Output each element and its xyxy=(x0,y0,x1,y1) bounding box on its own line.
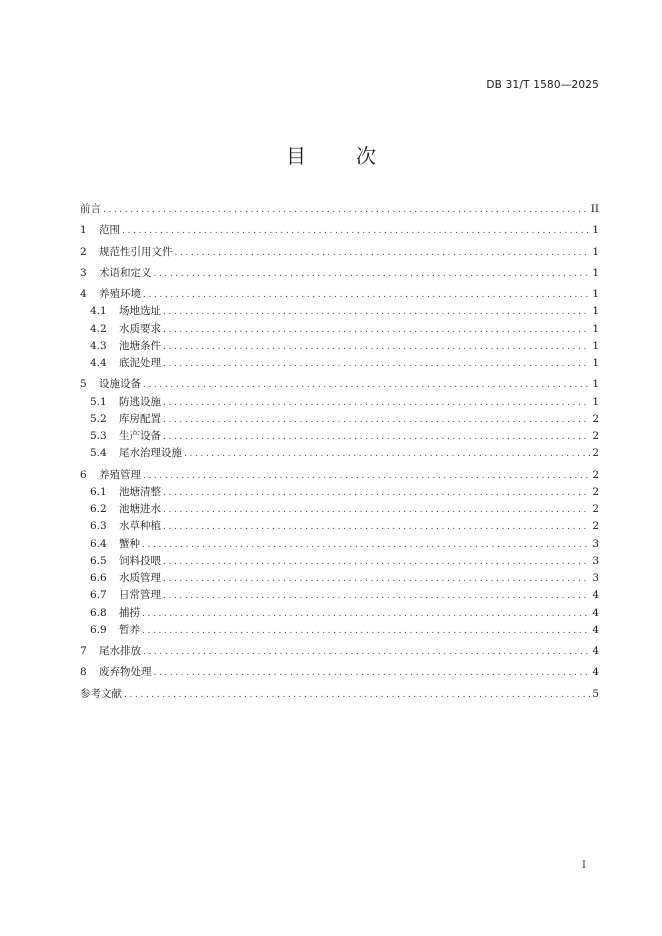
toc-entry-label xyxy=(80,570,161,587)
toc-entry-label xyxy=(80,303,161,320)
toc-entry-number: 5.4 xyxy=(90,447,107,460)
toc-entry-number: 6.8 xyxy=(90,606,107,619)
toc-entry[interactable] xyxy=(80,244,599,261)
toc-leader-dots xyxy=(163,502,590,519)
page-title xyxy=(0,140,662,169)
toc-entry[interactable] xyxy=(80,587,599,604)
toc-entry-page: 4 xyxy=(592,645,599,657)
toc-entry-label xyxy=(80,445,182,462)
toc-entry[interactable] xyxy=(80,286,599,303)
toc-entry-label xyxy=(80,553,161,570)
toc-entry-page: 3 xyxy=(592,537,599,550)
toc-entry-title: 池塘清整 xyxy=(119,485,161,498)
toc-leader-dots xyxy=(142,537,590,554)
toc-entry-page: 2 xyxy=(592,412,599,425)
toc-entry-page: 2 xyxy=(592,485,599,498)
toc-leader-dots xyxy=(184,446,590,463)
toc-entry-label xyxy=(80,605,140,622)
toc-entry-label xyxy=(80,244,173,261)
toc-entry[interactable] xyxy=(80,428,599,445)
toc-entry-title: 养殖环境 xyxy=(99,288,141,300)
toc-entry-label xyxy=(80,536,140,553)
toc-entry-number: 6.5 xyxy=(90,554,107,567)
toc-entry-number: 5 xyxy=(80,378,87,391)
toc-entry-number: 6.6 xyxy=(90,572,107,584)
toc-entry-page: 4 xyxy=(592,623,599,636)
toc-entry[interactable] xyxy=(80,445,599,462)
toc-leader-dots xyxy=(154,665,591,682)
toc-entry-number: 1 xyxy=(80,224,87,237)
toc-leader-dots xyxy=(163,322,590,339)
toc-entry-page: 1 xyxy=(592,395,599,408)
toc-entry-title: 饲料投喂 xyxy=(119,554,161,567)
toc-entry-number: 4.3 xyxy=(90,339,107,352)
toc-leader-dots xyxy=(143,468,590,485)
toc-leader-dots xyxy=(163,554,590,571)
toc-entry-number: 5.3 xyxy=(90,430,107,442)
toc-entry-title: 底泥处理 xyxy=(119,357,161,369)
toc-entry[interactable] xyxy=(80,518,599,535)
toc-entry-title: 废弃物处理 xyxy=(99,666,152,679)
toc-entry-label xyxy=(80,501,161,518)
toc-leader-dots xyxy=(175,245,591,262)
toc-entry-page: 4 xyxy=(592,589,599,602)
toc-entry-page: 2 xyxy=(592,468,599,481)
toc-entry[interactable] xyxy=(80,321,599,338)
toc-entry-number: 4 xyxy=(80,288,87,300)
toc-entry-number: 5.2 xyxy=(90,412,107,425)
toc-entry-label xyxy=(80,265,152,282)
toc-entry[interactable] xyxy=(80,355,599,372)
toc-entry-number: 6.9 xyxy=(90,623,107,636)
toc-entry-number: 3 xyxy=(80,266,87,279)
title-part-2: 次 xyxy=(356,144,376,168)
toc-leader-dots xyxy=(103,202,589,219)
toc-entry-title: 生产设备 xyxy=(119,430,161,442)
page-number: I xyxy=(582,860,586,871)
toc-entry-page: 1 xyxy=(592,357,599,369)
toc-entry-title: 设施设备 xyxy=(99,378,141,391)
document-code: DB 31/T 1580—2025 xyxy=(486,79,599,91)
toc-entry-label xyxy=(80,587,161,604)
toc-leader-dots xyxy=(143,377,590,394)
toc-entry-label xyxy=(80,428,161,445)
toc-entry[interactable] xyxy=(80,664,599,681)
toc-entry-title: 防逃设施 xyxy=(119,395,161,408)
toc-entry-title: 捕捞 xyxy=(119,606,140,619)
toc-entry[interactable] xyxy=(80,553,599,570)
toc-entry[interactable] xyxy=(80,501,599,518)
toc-entry-title: 库房配置 xyxy=(119,412,161,425)
toc-entry-title: 尾水治理设施 xyxy=(119,447,182,460)
toc-leader-dots xyxy=(163,395,590,412)
toc-entry-page: 3 xyxy=(592,572,599,584)
toc-entry-label xyxy=(80,222,120,239)
toc-entry-title: 术语和定义 xyxy=(99,266,152,279)
toc-entry[interactable] xyxy=(80,570,599,587)
toc-entry-number: 6.3 xyxy=(90,520,107,533)
toc-entry-title: 范围 xyxy=(99,224,120,237)
toc-leader-dots xyxy=(163,571,590,588)
toc-entry-title: 日常管理 xyxy=(119,589,161,602)
toc-entry[interactable] xyxy=(80,338,599,355)
toc-entry-label xyxy=(80,338,161,355)
toc-entry-page: 1 xyxy=(592,224,599,237)
toc-entry-label xyxy=(80,686,122,703)
toc-entry-label xyxy=(80,321,161,338)
toc-entry-page: II xyxy=(590,203,599,215)
toc-entry-label xyxy=(80,201,101,218)
toc-leader-dots xyxy=(163,339,590,356)
toc-entry-page: 1 xyxy=(592,245,599,258)
toc-entry[interactable] xyxy=(80,222,599,239)
toc-entry[interactable] xyxy=(80,265,599,282)
toc-leader-dots xyxy=(143,287,590,304)
toc-entry-number: 6.4 xyxy=(90,537,107,550)
toc-leader-dots xyxy=(163,412,590,429)
toc-entry[interactable] xyxy=(80,303,599,320)
toc-entry-label xyxy=(80,664,152,681)
toc-entry-page: 1 xyxy=(592,378,599,391)
toc-entry-title: 规范性引用文件 xyxy=(99,245,173,258)
toc-entry-title: 暂养 xyxy=(119,623,140,636)
toc-entry-title: 水质要求 xyxy=(119,322,161,335)
toc-entry-title: 池塘条件 xyxy=(119,339,161,352)
toc-entry-page: 1 xyxy=(592,305,599,318)
toc-entry[interactable] xyxy=(80,394,599,411)
toc-leader-dots xyxy=(154,266,591,283)
toc-entry-label xyxy=(80,622,140,639)
toc-entry-page: 4 xyxy=(592,666,599,679)
toc-leader-dots xyxy=(163,304,590,321)
toc-entry-title: 养殖管理 xyxy=(99,468,141,481)
toc-entry-title: 场地选址 xyxy=(119,305,161,318)
toc-entry[interactable] xyxy=(80,643,599,660)
toc-entry-label xyxy=(80,518,161,535)
toc-entry[interactable] xyxy=(80,411,599,428)
toc-entry-title: 水质管理 xyxy=(119,572,161,584)
toc-entry-page: 1 xyxy=(592,266,599,279)
toc-leader-dots xyxy=(163,485,590,502)
toc-entry[interactable] xyxy=(80,376,599,393)
toc-entry-label xyxy=(80,394,161,411)
toc-entry-number: 6.7 xyxy=(90,589,107,602)
toc-entry-label xyxy=(80,467,141,484)
toc-entry-page: 2 xyxy=(592,447,599,460)
toc-entry-label xyxy=(80,355,161,372)
toc-leader-dots xyxy=(163,588,590,605)
toc-entry[interactable] xyxy=(80,686,599,703)
toc-entry[interactable] xyxy=(80,605,599,622)
toc-entry-page: 2 xyxy=(592,430,599,442)
toc-entry-title: 尾水排放 xyxy=(99,645,141,657)
toc-leader-dots xyxy=(124,687,590,704)
toc-entry-number: 8 xyxy=(80,666,87,679)
toc-leader-dots xyxy=(143,644,590,661)
toc-entry-number: 4.1 xyxy=(90,305,107,318)
toc-entry-number: 4.4 xyxy=(90,357,107,369)
toc-leader-dots xyxy=(142,606,590,623)
toc-entry-page: 5 xyxy=(592,687,599,700)
toc-entry-page: 1 xyxy=(592,322,599,335)
toc-entry-number: 6.2 xyxy=(90,503,107,515)
toc-leader-dots xyxy=(163,519,590,536)
toc-entry-number: 4.2 xyxy=(90,322,107,335)
toc-leader-dots xyxy=(122,223,590,240)
toc-entry-number: 7 xyxy=(80,645,87,657)
toc-entry-page: 1 xyxy=(592,339,599,352)
toc-entry-label xyxy=(80,411,161,428)
title-part-1: 目 xyxy=(286,144,306,168)
toc-leader-dots xyxy=(163,429,590,446)
toc-leader-dots xyxy=(163,356,590,373)
toc-entry-page: 2 xyxy=(592,503,599,515)
toc-entry-number: 5.1 xyxy=(90,395,107,408)
table-of-contents xyxy=(80,201,599,703)
toc-entry-title: 池塘进水 xyxy=(119,503,161,515)
toc-entry-number: 6.1 xyxy=(90,485,107,498)
toc-entry-number: 2 xyxy=(80,245,87,258)
toc-entry-label xyxy=(80,286,141,303)
toc-entry[interactable] xyxy=(80,484,599,501)
toc-entry-page: 3 xyxy=(592,554,599,567)
toc-entry[interactable] xyxy=(80,467,599,484)
toc-entry-page: 2 xyxy=(592,520,599,533)
toc-entry-label xyxy=(80,484,161,501)
toc-entry-label xyxy=(80,643,141,660)
toc-leader-dots xyxy=(142,623,590,640)
toc-entry-page: 1 xyxy=(592,288,599,300)
toc-entry-title: 前言 xyxy=(80,203,101,215)
toc-entry-title: 参考文献 xyxy=(80,687,122,700)
toc-entry-label xyxy=(80,376,141,393)
toc-entry-title: 蟹种 xyxy=(119,537,140,550)
toc-entry[interactable] xyxy=(80,201,599,218)
toc-entry[interactable] xyxy=(80,622,599,639)
toc-entry[interactable] xyxy=(80,536,599,553)
toc-entry-title: 水草种植 xyxy=(119,520,161,533)
toc-entry-page: 4 xyxy=(592,606,599,619)
toc-entry-number: 6 xyxy=(80,468,87,481)
